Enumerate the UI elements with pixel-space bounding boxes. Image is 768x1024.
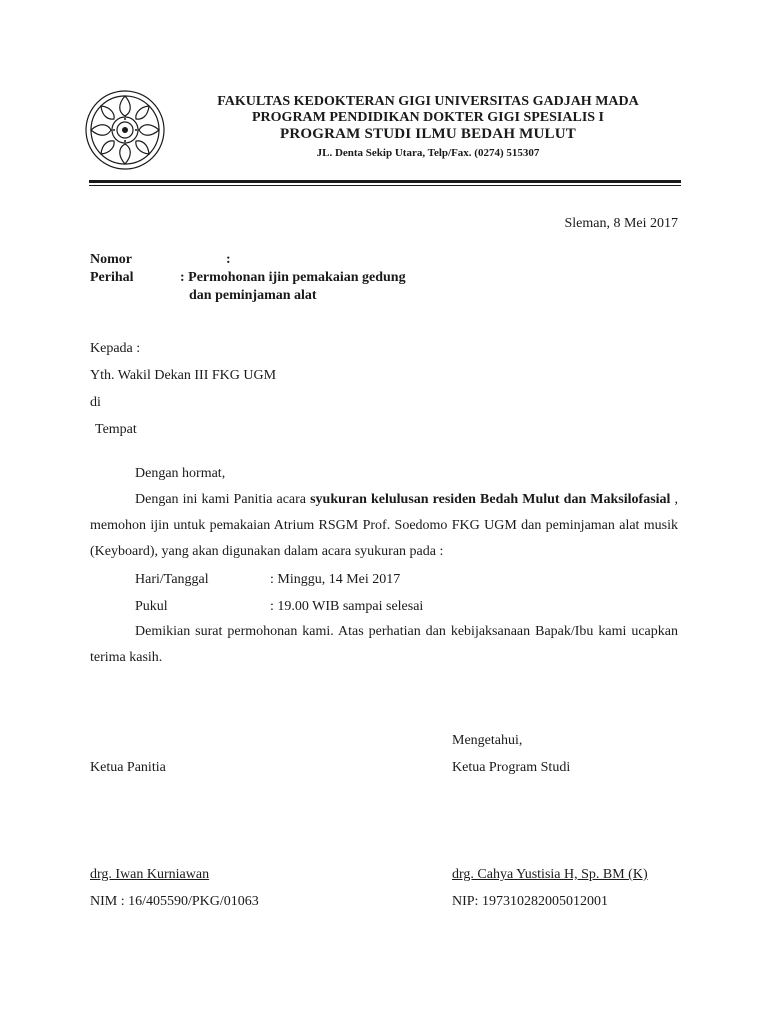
detail-label-date: Hari/Tanggal (135, 572, 209, 587)
university-seal-icon (84, 88, 166, 172)
detail-label-time: Pukul (135, 599, 168, 614)
signatory-left-name: drg. Iwan Kurniawan (90, 867, 210, 882)
p1-request: , memohon ijin untuk pemakaian Atrium RSGM Prof. Soedomo FKG UGM dan peminjaman alat musik (Keyboard), yang akan digunakan dalam acara syukuran pada : (90, 492, 678, 559)
letter-date: Sleman, 8 Mei 2017 (564, 216, 678, 231)
closing-text: Demikian surat permohonan kami. Atas perhatian dan kebijaksanaan Bapak/Ibu kami ucapkan terima kasih. (90, 624, 678, 665)
p1-intro: Dengan ini kami Panitia acara (135, 492, 311, 507)
recipient-tempat: Tempat (95, 422, 137, 437)
detail-value-time: : 19.00 WIB sampai selesai (270, 599, 424, 614)
detail-value-date: : Minggu, 14 Mei 2017 (270, 572, 401, 587)
nomor-colon: : (226, 252, 231, 267)
perihal-line1: : Permohonan ijin pemakaian gedung (180, 270, 406, 285)
signatory-right-title: Ketua Program Studi (452, 760, 571, 775)
closing-paragraph (90, 619, 678, 671)
mengetahui-label: Mengetahui, (452, 733, 523, 748)
body-paragraph-1 (90, 487, 678, 565)
signatory-left-title: Ketua Panitia (90, 760, 166, 775)
letterhead-study-program: PROGRAM STUDI ILMU BEDAH MULUT (279, 126, 576, 142)
p1-event-name: syukuran kelulusan residen Bedah Mulut dan Maksilofasial (310, 492, 671, 507)
letterhead-rule-thin (89, 185, 681, 186)
perihal-label: Perihal (90, 270, 134, 285)
letterhead-program: PROGRAM PENDIDIKAN DOKTER GIGI SPESIALIS I (252, 110, 604, 125)
letterhead-address: JL. Denta Sekip Utara, Telp/Fax. (0274) 515307 (316, 147, 540, 159)
recipient-name: Yth. Wakil Dekan III FKG UGM (90, 368, 277, 383)
recipient-kepada: Kepada : (90, 341, 141, 356)
greeting: Dengan hormat, (135, 466, 226, 481)
signatory-left-id: NIM : 16/405590/PKG/01063 (90, 894, 259, 909)
signatory-right-id: NIP: 197310282005012001 (452, 894, 608, 909)
letterhead-rule-thick (89, 180, 681, 183)
signatory-right-name: drg. Cahya Yustisia H, Sp. BM (K) (452, 867, 648, 882)
letterhead-faculty: FAKULTAS KEDOKTERAN GIGI UNIVERSITAS GADJAH MADA (217, 94, 639, 109)
recipient-di: di (90, 395, 101, 410)
nomor-label: Nomor (90, 252, 132, 267)
perihal-line2: dan peminjaman alat (189, 288, 317, 303)
